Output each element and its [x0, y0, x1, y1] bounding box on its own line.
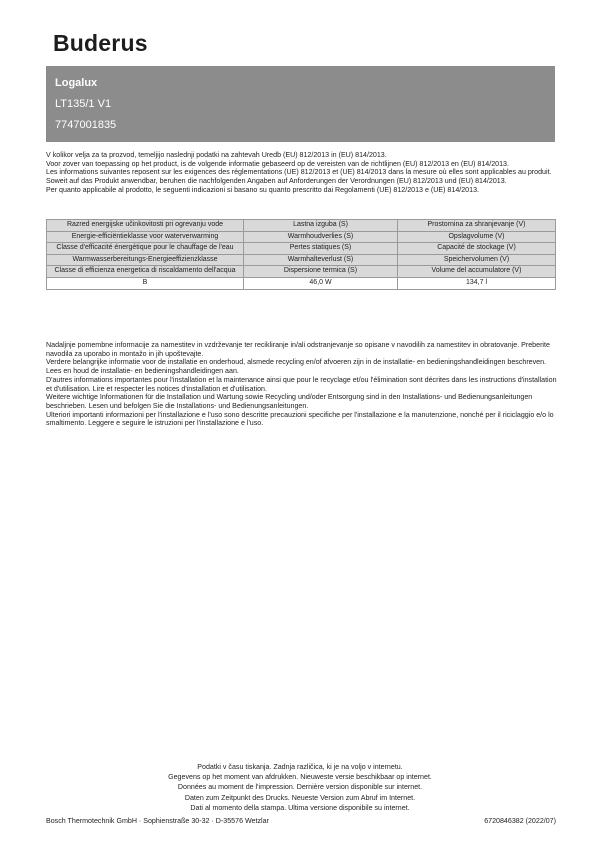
- print-note-it: Dati al momento della stampa. Ultima versione disponibile su internet.: [190, 803, 410, 812]
- table-row: [47, 231, 556, 243]
- document-number: 6720846382 (2022/07): [484, 817, 556, 825]
- table-row: [47, 266, 556, 278]
- table-row: [47, 254, 556, 266]
- note-fr: D'autres informations importantes pour l'installation et la maintenance ainsi que pour le recyclage et/ou l'élimination sont décrites dans les instructions d'installation et d'utilisation. Lire et respecter les notices d'installation et d'utilisation.: [46, 375, 557, 393]
- storage-volume-label-sl: Prostornina za shranjevanje (V): [398, 220, 556, 232]
- standing-loss-label-it: Dispersione termica (S): [244, 266, 398, 278]
- storage-volume-label-fr: Capacité de stockage (V): [398, 243, 556, 255]
- note-de: Weitere wichtige Informationen für die Installation und Wartung sowie Recycling und/oder Entsorgung sind in den Installations- und Bedienungsanleitungen beschrieben. Lesen und befolgen Sie die Installations- und Bedienungsanleitungen.: [46, 393, 533, 410]
- standing-loss-label-de: Warmhalteverlust (S): [244, 254, 398, 266]
- intro-nl: Voor zover van toepassing op het product, is de volgende informatie gebaseerd op de vereisten van de richtlijnen (EU) 812/2013 en (EU) 814/2013.: [46, 159, 509, 168]
- print-note-fr: Données au moment de l'impression. Dernière version disponible sur internet.: [177, 783, 423, 792]
- article-number: 7747001835: [55, 119, 117, 131]
- intro-it: Per quanto applicabile al prodotto, le seguenti indicazioni si basano su quanto prescritto dai Regolamenti (UE) 812/2013 e (UE) 814/2013.: [46, 185, 479, 194]
- print-note-de: Daten zum Zeitpunkt des Drucks. Neueste Version zum Abruf im Internet.: [184, 793, 416, 802]
- efficiency-class-label-nl: Energie-efficiëntieklasse voor waterverwarming: [47, 231, 244, 243]
- print-note-sl: Podatki v času tiskanja. Zadnja različica, ki je na voljo v internetu.: [197, 763, 403, 771]
- efficiency-class-label-it: Classe di efficienza energetica di riscaldamento dell'acqua: [47, 266, 244, 278]
- note-it: Ulteriori importanti informazioni per l'installazione e l'uso sono descritte precauzioni specifiche per l'installazione e la manutenzione, nonché per il riciclaggio e/o lo smaltimento. Leggere e seguire le istruzioni per l'installazione e l'uso.: [46, 410, 554, 428]
- efficiency-class-label-de: Warmwasserbereitungs-Energieeffizienzklasse: [47, 254, 244, 266]
- product-header: [46, 66, 555, 142]
- note-nl: Verdere belangrijke informatie voor de installatie en onderhoud, alsmede recycling en/of afvoeren zijn in de installatie- en bedieningshandleidingen beschreven. Lees en houd de installatie- en bedieningshandleidingen aan.: [46, 358, 547, 376]
- buderus-logo: Buderus: [53, 30, 148, 56]
- storage-volume-label-nl: Opslagvolume (V): [398, 231, 556, 243]
- print-notice: [0, 762, 600, 813]
- product-brand: Logalux: [55, 77, 98, 89]
- standing-loss-value: 46,0 W: [244, 277, 398, 289]
- standing-loss-label-fr: Pertes statiques (S): [244, 243, 398, 255]
- intro-sl: V kolikor velja za ta prozvod, temeljijo naslednji podatki na zahtevah Uredb (EU) 812/2013 in (EU) 814/2013.: [46, 151, 387, 159]
- storage-volume-value: 134,7 l: [398, 277, 556, 289]
- table-row: [47, 220, 556, 232]
- company-address: Bosch Thermotechnik GmbH · Sophienstraße 30-32 · D-35576 Wetzlar: [46, 817, 269, 825]
- standing-loss-label-sl: Lastna izguba (S): [244, 220, 398, 232]
- efficiency-class-label-sl: Razred energijske učinkovitosti pri ogrevanju vode: [47, 220, 244, 232]
- efficiency-class-label-fr: Classe d'efficacité énergétique pour le chauffage de l'eau: [47, 243, 244, 255]
- storage-volume-label-it: Volume del accumulatore (V): [398, 266, 556, 278]
- table-row: [47, 277, 556, 289]
- print-note-nl: Gegevens op het moment van afdrukken. Nieuweste versie beschikbaar op internet.: [168, 773, 432, 782]
- intro-de: Soweit auf das Produkt anwendbar, beruhen die nachfolgenden Angaben auf Anforderungen der Verordnungen (EU) 812/2013 und (EU) 814/2013.: [46, 177, 507, 186]
- intro-fr: Les informations suivantes reposent sur les exigences des réglementations (UE) 812/2013 et (UE) 814/2013 dans la mesure où elles sont applicables au produit.: [46, 168, 552, 177]
- table-row: [47, 243, 556, 255]
- standing-loss-label-nl: Warmhoudverlies (S): [244, 231, 398, 243]
- efficiency-class-value: B: [47, 277, 244, 289]
- product-model: LT135/1 V1: [55, 98, 112, 110]
- storage-volume-label-de: Speichervolumen (V): [398, 254, 556, 266]
- note-sl: Nadaljnje pomembne informacije za namestitev in vzdrževanje ter recikliranje in/ali odstranjevanje so opisane v navodilih za namestitev in obratovanje. Preberite navodila za uporabo in montažo in jih upoštevajte.: [46, 341, 550, 358]
- installation-notes: [46, 341, 558, 428]
- energy-data-table: [46, 219, 556, 290]
- regulation-intro: [46, 151, 558, 195]
